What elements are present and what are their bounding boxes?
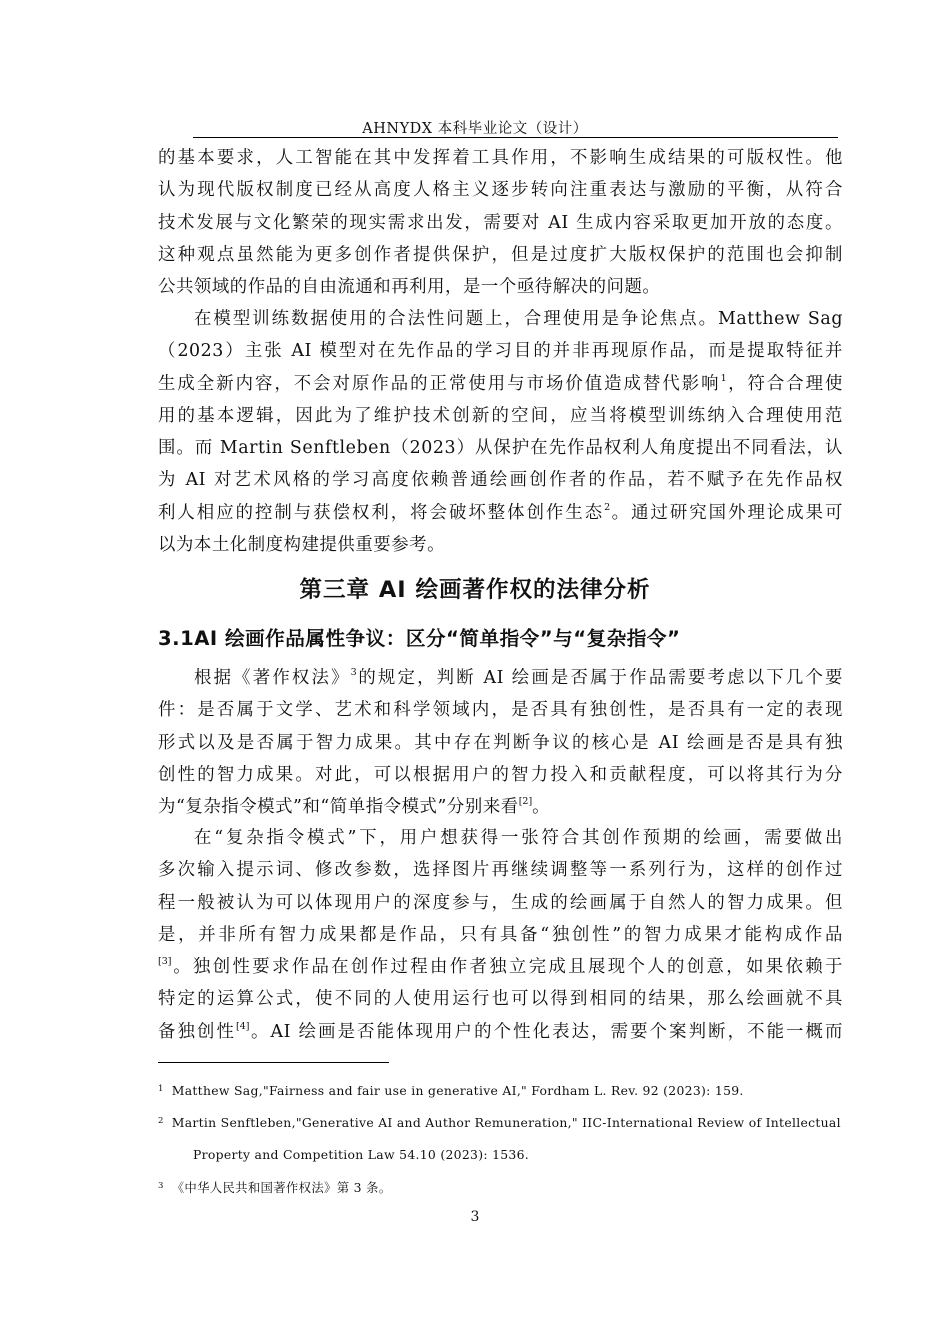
- paragraph-training: [158, 303, 843, 561]
- text-line: 在模型训练数据使用的合法性问题上，合理使用是争论焦点。Matthew Sag: [194, 309, 843, 329]
- text-line: 利人相应的控制与获偿权利，将会破坏整体创作生态$^2$。通过研究国外理论成果可: [158, 501, 843, 523]
- footnote-number: 2: [158, 1116, 164, 1126]
- text-line: 生成全新内容，不会对原作品的正常使用与市场价值造成替代影响$^1$，符合合理使: [158, 372, 843, 394]
- text-line: 是，并非所有智力成果都是作品，只有具备“独创性”的智力成果才能构成作品: [158, 924, 843, 945]
- text-line: 创性的智力成果。对此，可以根据用户的智力投入和贡献程度，可以将其行为分: [158, 764, 843, 785]
- citation-ref[interactable]: [4]: [235, 1020, 250, 1032]
- text-line: 这种观点虽然能为更多创作者提供保护，但是过度扩大版权保护的范围也会抑制: [158, 244, 843, 265]
- text-line: [3]。独创性要求作品在创作过程由作者独立完成且展现个人的创意，如果依赖于: [158, 956, 843, 978]
- page-number: 3: [470, 1209, 480, 1225]
- text-line: 认为现代版权制度已经从高度人格主义逐步转向注重表达与激励的平衡，从符合: [158, 180, 843, 201]
- text-line: 公共领域的作品的自由流通和再利用，是一个亟待解决的问题。: [158, 277, 661, 298]
- footnote-text: Matthew Sag,"Fairness and fair use in generative AI," Fordham L. Rev. 92 (2023): 159.: [171, 1083, 744, 1098]
- text-line: 的基本要求，人工智能在其中发挥着工具作用，不影响生成结果的可版权性。他: [158, 148, 843, 168]
- footnote-ref[interactable]: 2: [604, 501, 611, 513]
- header-rule: [193, 137, 838, 138]
- text-line: 为“复杂指令模式”和“简单指令模式”分别来看[2]。: [158, 796, 551, 818]
- footnote-number: 1: [158, 1084, 164, 1094]
- text-line: 围。而 Martin Senftleben（2023）从保护在先作品权利人角度提出不同看法，认: [158, 438, 843, 459]
- text-line: 在“复杂指令模式”下，用户想获得一张符合其创作预期的绘画，需要做出: [194, 828, 843, 848]
- text-line: 备独创性[4]。AI 绘画是否能体现用户的个性化表达，需要个案判断，不能一概而: [158, 1020, 843, 1042]
- text-line: 特定的运算公式，使不同的人使用运行也可以得到相同的结果，那么绘画就不具: [158, 989, 843, 1010]
- citation-ref[interactable]: [3]: [158, 956, 172, 968]
- text-line: 为 AI 对艺术风格的学习高度依赖普通绘画创作者的作品，若不赋予在先作品权: [158, 470, 843, 491]
- text-line: 形式以及是否属于智力成果。其中存在判断争议的核心是 AI 绘画是否是具有独: [158, 732, 843, 753]
- footnote-text: 《中华人民共和国著作权法》第 3 条。: [171, 1180, 392, 1195]
- footnote-3: [158, 1180, 848, 1198]
- footnote-1: [158, 1083, 848, 1101]
- footnote-separator: [158, 1062, 389, 1063]
- footnote-2-continued: Property and Competition Law 54.10 (2023): 1536.: [193, 1147, 530, 1162]
- citation-ref[interactable]: [2]: [518, 796, 533, 808]
- text-line: 件：是否属于文学、艺术和科学领域内，是否具有独创性，是否具有一定的表现: [158, 700, 843, 721]
- footnote-text: Martin Senftleben,"Generative AI and Author Remuneration," IIC-International Review of Intellectual: [171, 1115, 841, 1130]
- text-line: 根据《著作权法》$^3$的规定，判断 AI 绘画是否属于作品需要考虑以下几个要: [194, 667, 843, 688]
- text-line: 用的基本逻辑，因此为了维护技术创新的空间，应当将模型训练纳入合理使用范: [158, 405, 843, 426]
- footnote-ref[interactable]: 1: [720, 372, 727, 384]
- footnote-number: 3: [158, 1181, 164, 1191]
- text-line: （2023）主张 AI 模型对在先作品的学习目的并非再现原作品，而是提取特征并: [158, 341, 843, 362]
- paragraph-complex-mode: [158, 822, 843, 1048]
- running-header: AHNYDX 本科毕业论文（设计）: [362, 121, 588, 137]
- text-line: 程一般被认为可以体现用户的深度参与，生成的绘画属于自然人的智力成果。但: [158, 892, 843, 913]
- paragraph-law: [158, 662, 843, 823]
- text-line: 以为本土化制度构建提供重要参考。: [158, 535, 446, 556]
- paragraph-intro: [158, 142, 843, 303]
- chapter-title: 第三章 AI 绘画著作权的法律分析: [299, 577, 651, 603]
- section-title: 3.1AI 绘画作品属性争议：区分“简单指令”与“复杂指令”: [158, 627, 681, 650]
- footnote-ref[interactable]: 3: [350, 667, 357, 679]
- text-line: 多次输入提示词、修改参数，选择图片再继续调整等一系列行为，这样的创作过: [158, 860, 843, 881]
- footnote-2: [158, 1115, 848, 1133]
- text-line: 技术发展与文化繁荣的现实需求出发，需要对 AI 生成内容采取更加开放的态度。: [158, 212, 843, 233]
